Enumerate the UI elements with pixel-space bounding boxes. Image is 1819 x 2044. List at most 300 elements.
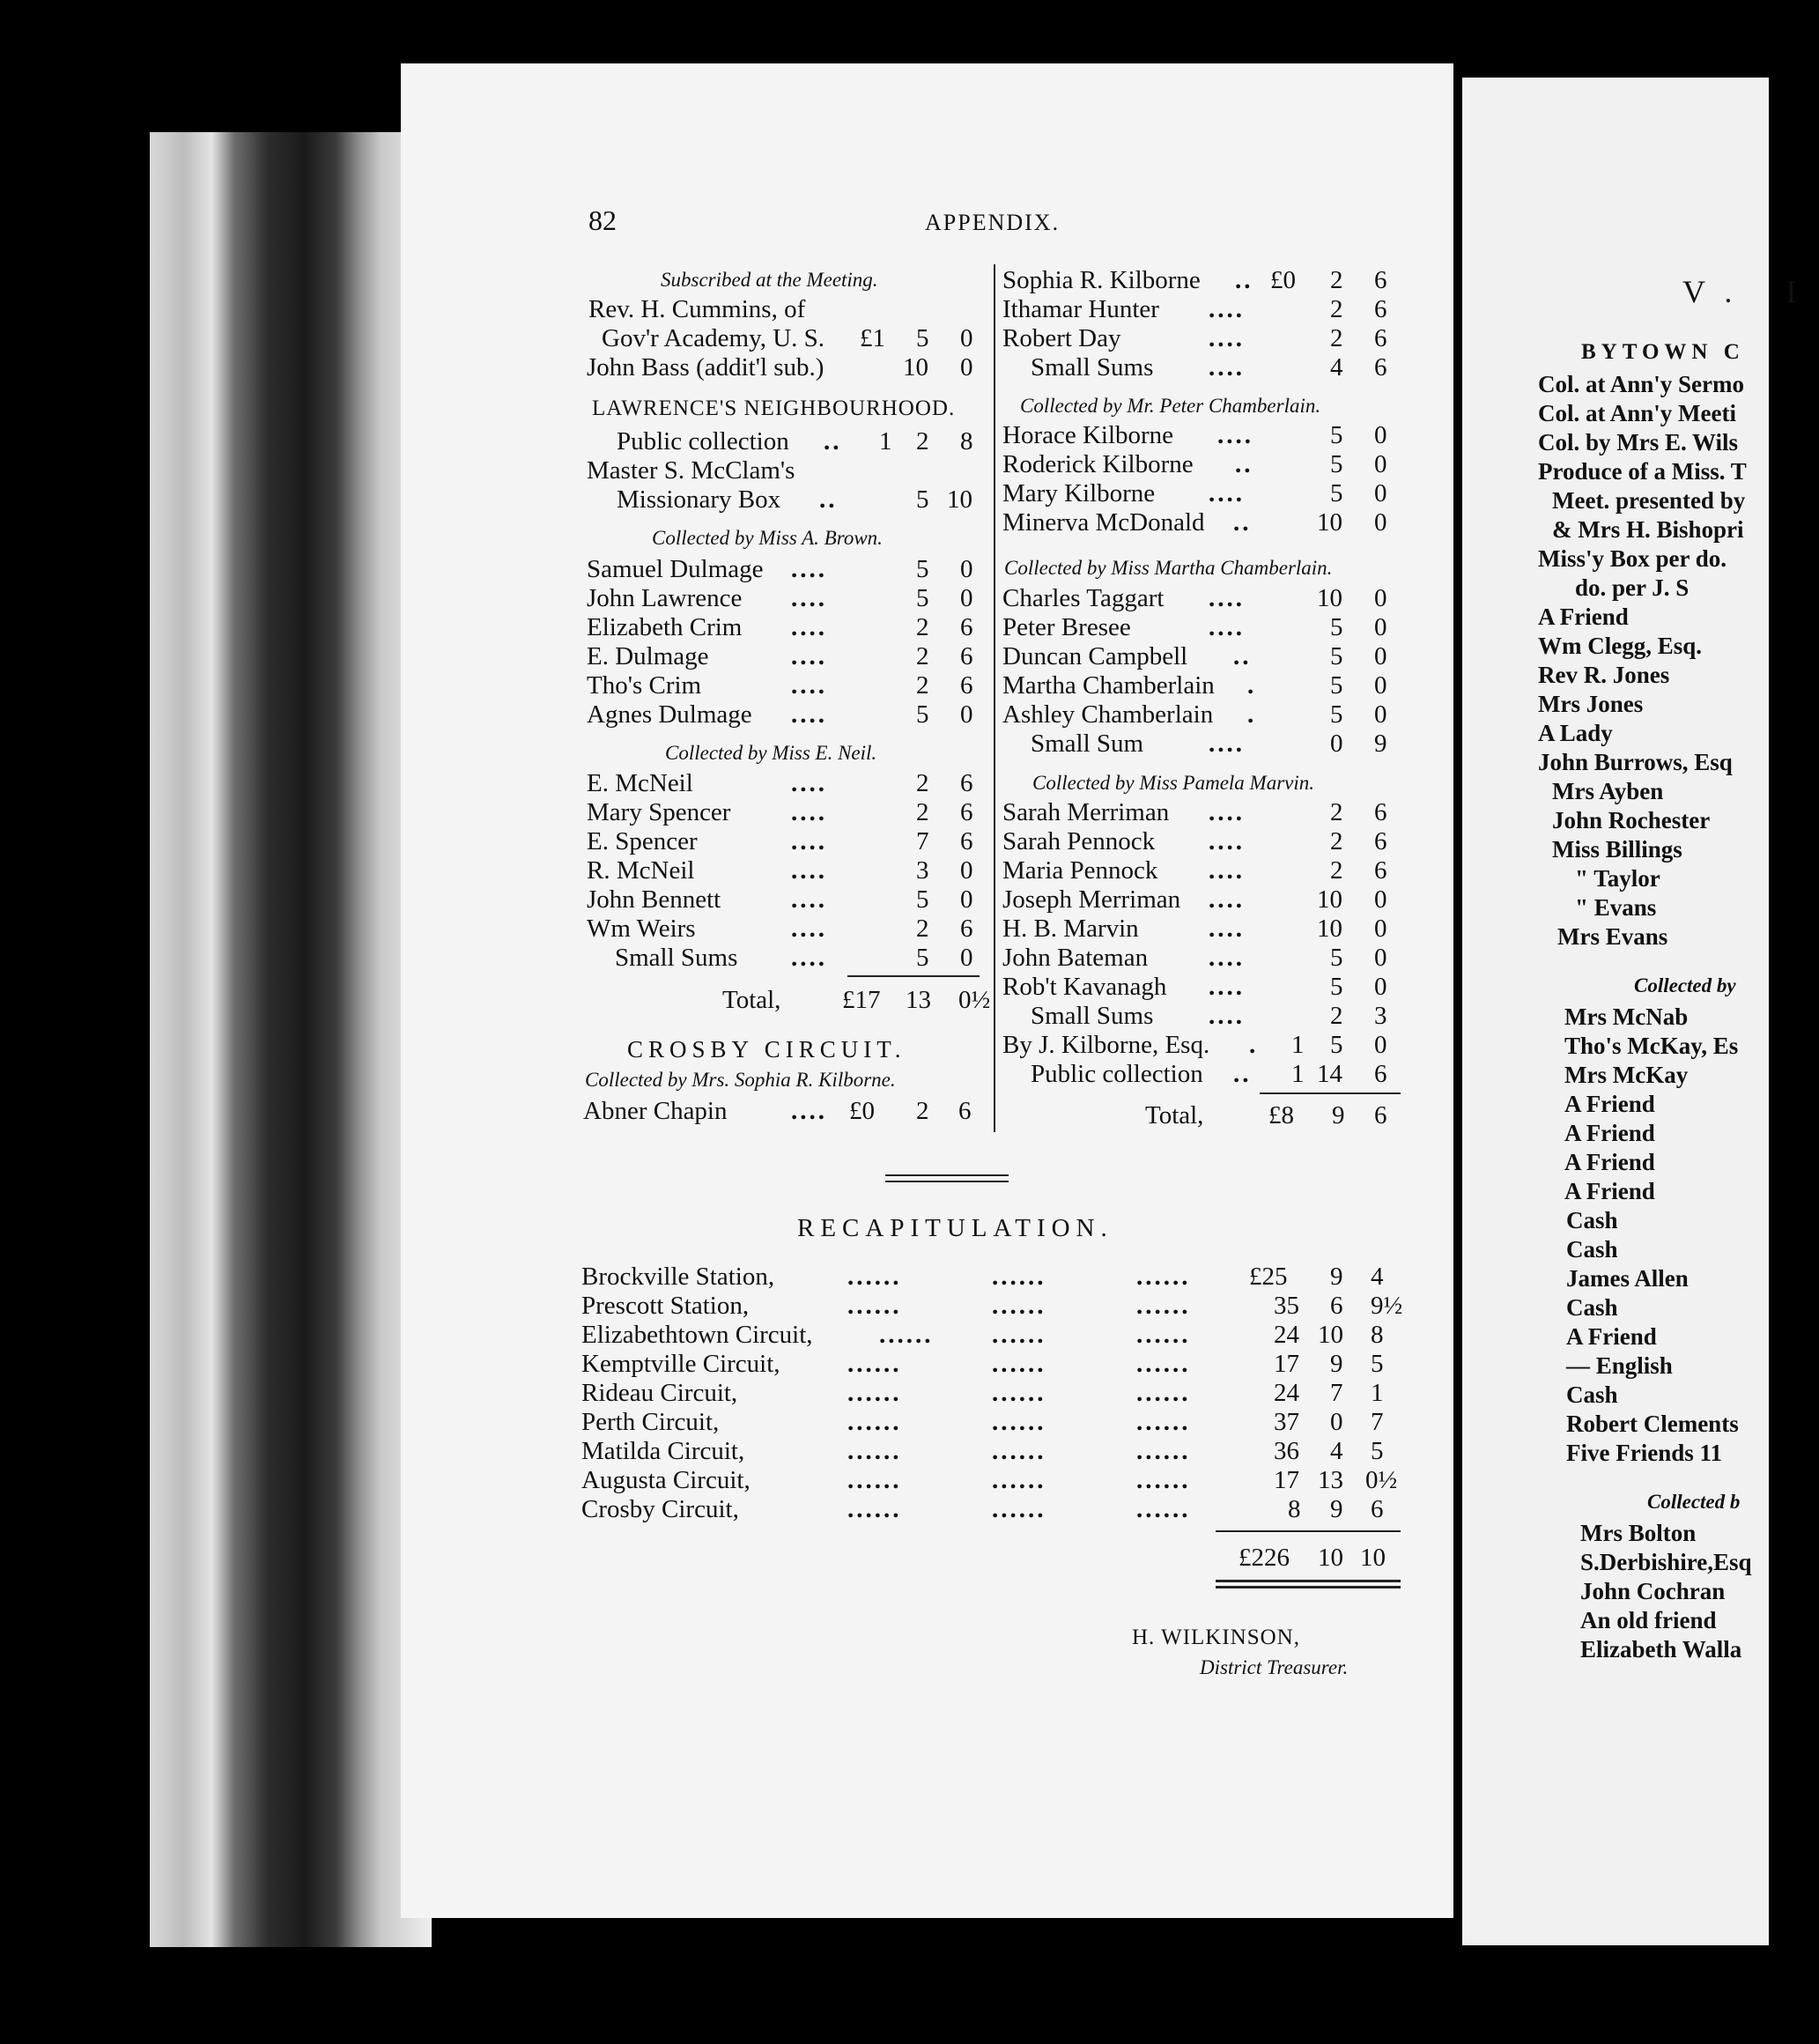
recap-pence: 9½ bbox=[1371, 1292, 1403, 1320]
right-page-section: BYTOWN C bbox=[1581, 340, 1745, 364]
recap-pence: 1 bbox=[1371, 1379, 1384, 1407]
total-rule bbox=[1260, 1092, 1401, 1094]
entry-name: Public collection bbox=[1031, 1060, 1203, 1088]
total-shillings: 9 bbox=[1332, 1101, 1345, 1129]
entry-name: Master S. McClam's bbox=[587, 456, 795, 485]
entry-name: E. McNeil bbox=[587, 769, 693, 797]
entry-name: John Bass (addit'l sub.) bbox=[587, 353, 824, 381]
amount-shillings: 2 bbox=[916, 798, 929, 826]
recap-pounds: 36 bbox=[1274, 1437, 1299, 1465]
recap-name: Perth Circuit, bbox=[581, 1408, 720, 1436]
right-page-content bbox=[1462, 78, 1819, 1945]
entry-name: Small Sum bbox=[1031, 729, 1144, 758]
entry-name: Martha Chamberlain bbox=[1002, 671, 1215, 700]
amount-pence: 0 bbox=[960, 700, 973, 729]
amount-shillings: 5 bbox=[1330, 421, 1343, 449]
leader-dots: .... bbox=[791, 555, 827, 583]
recap-pounds: 35 bbox=[1274, 1292, 1299, 1320]
right-entry: " Evans bbox=[1575, 894, 1657, 921]
recap-name: Rideau Circuit, bbox=[581, 1379, 738, 1407]
leader-dots: ...... bbox=[1136, 1263, 1191, 1291]
recap-name: Elizabethtown Circuit, bbox=[581, 1321, 813, 1349]
leader-dots: .... bbox=[791, 769, 827, 797]
amount-pence: 3 bbox=[1374, 1002, 1387, 1030]
right-entry: Robert Clements bbox=[1566, 1411, 1739, 1437]
right-entry: Mrs Evans bbox=[1557, 923, 1668, 950]
leader-dots: ...... bbox=[847, 1379, 902, 1407]
amount-pounds: £0 bbox=[849, 1097, 875, 1125]
recap-pounds: 8 bbox=[1288, 1495, 1301, 1523]
entry-name: Elizabeth Crim bbox=[587, 613, 743, 641]
leader-dots: .... bbox=[791, 671, 827, 700]
amount-shillings: 5 bbox=[1330, 671, 1343, 700]
entry-name: Peter Bresee bbox=[1002, 613, 1131, 641]
amount-pence: 0 bbox=[1374, 944, 1387, 972]
leader-dots: .. bbox=[1233, 642, 1252, 670]
leader-dots: . bbox=[1249, 1031, 1259, 1059]
right-entry: A Friend bbox=[1538, 604, 1629, 630]
right-entry: do. per J. S bbox=[1575, 574, 1690, 601]
entry-name: E. Spencer bbox=[587, 827, 698, 855]
entry-name: John Bennett bbox=[587, 885, 721, 914]
leader-dots: ...... bbox=[847, 1350, 902, 1378]
recap-shillings: 9 bbox=[1330, 1495, 1343, 1523]
amount-pence: 0 bbox=[1374, 642, 1387, 670]
leader-dots: ...... bbox=[1136, 1495, 1191, 1523]
right-entry: Tho's McKay, Es bbox=[1564, 1033, 1739, 1059]
amount-pence: 6 bbox=[1374, 324, 1387, 352]
amount-shillings: 5 bbox=[1330, 1031, 1343, 1059]
recap-pence: 5 bbox=[1371, 1350, 1384, 1378]
leader-dots: ...... bbox=[992, 1495, 1046, 1523]
leader-dots: .... bbox=[1209, 973, 1245, 1001]
entry-name: Sarah Pennock bbox=[1002, 827, 1156, 855]
recap-name: Matilda Circuit, bbox=[581, 1437, 745, 1465]
amount-pence: 6 bbox=[1374, 827, 1387, 855]
entry-name: Abner Chapin bbox=[583, 1097, 728, 1125]
leader-dots: .... bbox=[791, 798, 827, 826]
leader-dots: .... bbox=[1209, 295, 1245, 323]
right-entry: Cash bbox=[1566, 1294, 1618, 1321]
entry-name: Sarah Merriman bbox=[1002, 798, 1170, 826]
right-entry: S.Derbishire,Esq bbox=[1580, 1549, 1752, 1575]
right-entry: A Friend bbox=[1564, 1149, 1655, 1175]
leader-dots: ...... bbox=[847, 1495, 902, 1523]
right-entry: John Cochran bbox=[1580, 1578, 1726, 1604]
right-entry: Mrs Jones bbox=[1538, 691, 1644, 717]
right-entry: — English bbox=[1566, 1352, 1673, 1379]
right-section-heading: Collected b bbox=[1647, 1491, 1741, 1513]
leader-dots: .... bbox=[791, 827, 827, 855]
right-entry: Miss Billings bbox=[1552, 836, 1682, 863]
amount-shillings: 2 bbox=[916, 1097, 929, 1125]
amount-pence: 6 bbox=[1374, 295, 1387, 323]
section-heading: CROSBY CIRCUIT. bbox=[627, 1036, 906, 1063]
amount-shillings: 2 bbox=[1330, 798, 1343, 826]
entry-name: Small Sums bbox=[1031, 1002, 1154, 1030]
recap-pounds: 24 bbox=[1274, 1379, 1299, 1407]
entry-name: Agnes Dulmage bbox=[587, 700, 752, 729]
entry-name: Robert Day bbox=[1002, 324, 1121, 352]
right-entry: Wm Clegg, Esq. bbox=[1538, 633, 1703, 659]
recap-name: Kemptville Circuit, bbox=[581, 1350, 780, 1378]
section-heading: Collected by Mrs. Sophia R. Kilborne. bbox=[585, 1069, 896, 1091]
entry-name: Mary Kilborne bbox=[1002, 479, 1156, 507]
leader-dots: ...... bbox=[1136, 1321, 1191, 1349]
leader-dots: .... bbox=[791, 584, 827, 612]
amount-shillings: 10 bbox=[1317, 584, 1342, 612]
right-entry: John Burrows, Esq bbox=[1538, 749, 1733, 775]
entry-name: John Bateman bbox=[1002, 944, 1149, 972]
amount-pence: 6 bbox=[1374, 798, 1387, 826]
page-number: 82 bbox=[588, 204, 617, 236]
leader-dots: ...... bbox=[992, 1263, 1046, 1291]
grand-total-shillings: 10 bbox=[1318, 1544, 1343, 1572]
amount-pence: 0 bbox=[1374, 508, 1387, 537]
right-entry: Meet. presented by bbox=[1552, 487, 1746, 514]
amount-pence: 0 bbox=[1374, 885, 1387, 914]
amount-shillings: 2 bbox=[916, 671, 929, 700]
recap-pounds: 17 bbox=[1274, 1350, 1299, 1378]
amount-shillings: 5 bbox=[916, 324, 929, 352]
leader-dots: .. bbox=[1233, 508, 1252, 537]
leader-dots: ...... bbox=[847, 1263, 902, 1291]
right-entry: A Friend bbox=[1564, 1091, 1655, 1117]
leader-dots: .... bbox=[1209, 798, 1245, 826]
column-divider bbox=[994, 264, 995, 1132]
section-heading: Collected by Miss Martha Chamberlain. bbox=[1004, 557, 1333, 579]
leader-dots: .... bbox=[1209, 944, 1245, 972]
amount-pence: 6 bbox=[958, 1097, 972, 1125]
grand-total-rule bbox=[1216, 1530, 1401, 1532]
entry-name: Horace Kilborne bbox=[1002, 421, 1174, 449]
recap-shillings: 10 bbox=[1318, 1321, 1343, 1349]
amount-pence: 6 bbox=[960, 915, 973, 943]
total-rule bbox=[847, 975, 980, 977]
entry-name: Gov'r Academy, U. S. bbox=[602, 324, 825, 352]
grand-total-rule bbox=[1216, 1580, 1401, 1582]
right-entry: Cash bbox=[1566, 1236, 1618, 1263]
amount-shillings: 2 bbox=[1330, 856, 1343, 885]
leader-dots: .... bbox=[791, 700, 827, 729]
leader-dots: ...... bbox=[1136, 1408, 1191, 1436]
amount-pence: 0 bbox=[960, 353, 973, 381]
section-rule bbox=[885, 1174, 1009, 1176]
amount-shillings: 5 bbox=[916, 485, 929, 514]
leader-dots: .... bbox=[1209, 856, 1245, 885]
right-entry: Cash bbox=[1566, 1381, 1618, 1408]
right-entry: Elizabeth Walla bbox=[1580, 1636, 1742, 1663]
running-head: APPENDIX. bbox=[925, 210, 1061, 235]
entry-name: Ithamar Hunter bbox=[1002, 295, 1159, 323]
amount-pence: 6 bbox=[960, 642, 973, 670]
signer-title: District Treasurer. bbox=[1200, 1656, 1349, 1678]
entry-name: E. Dulmage bbox=[587, 642, 709, 670]
leader-dots: .. bbox=[1235, 450, 1253, 478]
total-pence: 6 bbox=[1374, 1101, 1387, 1129]
amount-shillings: 5 bbox=[1330, 450, 1343, 478]
leader-dots: ...... bbox=[1136, 1437, 1191, 1465]
right-entry: Col. by Mrs E. Wils bbox=[1538, 429, 1739, 455]
grand-total-pence: 10 bbox=[1360, 1544, 1386, 1572]
amount-shillings: 5 bbox=[916, 944, 929, 972]
amount-pence: 6 bbox=[1374, 266, 1387, 294]
grand-total-rule bbox=[1216, 1586, 1401, 1589]
amount-shillings: 5 bbox=[1330, 944, 1343, 972]
right-section-heading: Collected by bbox=[1634, 974, 1736, 996]
entry-name: Roderick Kilborne bbox=[1002, 450, 1194, 478]
amount-pence: 0 bbox=[1374, 1031, 1387, 1059]
leader-dots: . bbox=[1247, 700, 1257, 729]
right-entry: Mrs McKay bbox=[1564, 1062, 1689, 1088]
recap-shillings: 9 bbox=[1330, 1350, 1343, 1378]
amount-pence: 6 bbox=[1374, 856, 1387, 885]
entry-name: Sophia R. Kilborne bbox=[1002, 266, 1201, 294]
leader-dots: ...... bbox=[1136, 1466, 1191, 1494]
leader-dots: ...... bbox=[992, 1321, 1046, 1349]
amount-shillings: 14 bbox=[1317, 1060, 1342, 1088]
leader-dots: ...... bbox=[847, 1292, 902, 1320]
amount-pence: 6 bbox=[960, 671, 973, 700]
amount-shillings: 2 bbox=[1330, 1002, 1343, 1030]
entry-name: Mary Spencer bbox=[587, 798, 731, 826]
leader-dots: ...... bbox=[1136, 1379, 1191, 1407]
recap-pence: 6 bbox=[1371, 1495, 1384, 1523]
leader-dots: ...... bbox=[992, 1292, 1046, 1320]
amount-pence: 0 bbox=[1374, 613, 1387, 641]
entry-name: H. B. Marvin bbox=[1002, 915, 1139, 943]
leader-dots: .. bbox=[819, 485, 838, 514]
total-shillings: 13 bbox=[906, 986, 931, 1014]
recap-pounds: 17 bbox=[1274, 1466, 1299, 1494]
section-heading: Collected by Mr. Peter Chamberlain. bbox=[1020, 395, 1321, 417]
total-pence: 0½ bbox=[958, 986, 991, 1014]
section-heading: Collected by Miss Pamela Marvin. bbox=[1032, 772, 1315, 794]
amount-pounds: 1 bbox=[879, 427, 892, 455]
total-label: Total, bbox=[1145, 1101, 1204, 1129]
entry-name: Duncan Campbell bbox=[1002, 642, 1188, 670]
leader-dots: ...... bbox=[847, 1408, 902, 1436]
leader-dots: .... bbox=[791, 915, 827, 943]
leader-dots: .... bbox=[1209, 1002, 1245, 1030]
amount-pence: 6 bbox=[1374, 353, 1387, 381]
entry-name: Maria Pennock bbox=[1002, 856, 1158, 885]
entry-name: Ashley Chamberlain bbox=[1002, 700, 1214, 729]
amount-pence: 0 bbox=[1374, 479, 1387, 507]
leader-dots: .... bbox=[1209, 324, 1245, 352]
amount-shillings: 5 bbox=[916, 555, 929, 583]
leader-dots: ...... bbox=[847, 1437, 902, 1465]
amount-pence: 6 bbox=[960, 827, 973, 855]
recap-pounds: 24 bbox=[1274, 1321, 1299, 1349]
total-label: Total, bbox=[722, 986, 781, 1014]
right-entry: Produce of a Miss. T bbox=[1538, 458, 1747, 485]
amount-pence: 8 bbox=[960, 427, 973, 455]
entry-name: Small Sums bbox=[615, 944, 738, 972]
section-rule bbox=[885, 1181, 1009, 1182]
leader-dots: ...... bbox=[1136, 1292, 1191, 1320]
right-entry: " Taylor bbox=[1575, 865, 1660, 892]
grand-total-pounds: £226 bbox=[1239, 1544, 1290, 1572]
recap-pence: 0½ bbox=[1365, 1466, 1398, 1494]
amount-shillings: 2 bbox=[916, 427, 929, 455]
amount-pence: 0 bbox=[1374, 584, 1387, 612]
total-pounds: £8 bbox=[1268, 1101, 1294, 1129]
recap-title: RECAPITULATION. bbox=[797, 1214, 1113, 1242]
amount-shillings: 2 bbox=[1330, 324, 1343, 352]
signer-name: H. WILKINSON, bbox=[1132, 1626, 1300, 1649]
amount-shillings: 2 bbox=[916, 769, 929, 797]
amount-shillings: 10 bbox=[903, 353, 928, 381]
right-entry: An old friend bbox=[1580, 1607, 1717, 1633]
leader-dots: .... bbox=[1209, 827, 1245, 855]
entry-name: Minerva McDonald bbox=[1002, 508, 1205, 537]
leader-dots: .... bbox=[1209, 353, 1245, 381]
leader-dots: ...... bbox=[992, 1466, 1046, 1494]
recap-pounds: 37 bbox=[1274, 1408, 1299, 1436]
book-page-edges bbox=[150, 132, 432, 1947]
section-heading: Collected by Miss A. Brown. bbox=[652, 527, 883, 549]
recap-pence: 8 bbox=[1371, 1321, 1384, 1349]
leader-dots: .. bbox=[824, 427, 842, 455]
leader-dots: .... bbox=[1209, 915, 1245, 943]
amount-shillings: 2 bbox=[916, 642, 929, 670]
amount-shillings: 4 bbox=[1330, 353, 1343, 381]
recap-shillings: 9 bbox=[1330, 1263, 1343, 1291]
right-entry: & Mrs H. Bishopri bbox=[1552, 516, 1744, 543]
leader-dots: .... bbox=[791, 613, 827, 641]
leader-dots: .. bbox=[1233, 1060, 1252, 1088]
amount-pence: 0 bbox=[1374, 450, 1387, 478]
amount-pence: 6 bbox=[960, 769, 973, 797]
amount-shillings: 10 bbox=[1317, 885, 1342, 914]
amount-shillings: 2 bbox=[1330, 266, 1343, 294]
amount-shillings: 2 bbox=[1330, 295, 1343, 323]
amount-pence: 0 bbox=[960, 856, 973, 885]
amount-shillings: 2 bbox=[1330, 827, 1343, 855]
leader-dots: ...... bbox=[879, 1321, 934, 1349]
amount-shillings: 5 bbox=[1330, 973, 1343, 1001]
recap-name: Augusta Circuit, bbox=[581, 1466, 751, 1494]
right-entry: A Lady bbox=[1538, 720, 1613, 746]
leader-dots: ...... bbox=[992, 1437, 1046, 1465]
amount-shillings: 2 bbox=[916, 915, 929, 943]
amount-shillings: 0 bbox=[1330, 729, 1343, 758]
right-entry: James Allen bbox=[1566, 1265, 1689, 1292]
amount-pence: 6 bbox=[1374, 1060, 1387, 1088]
amount-pence: 0 bbox=[1374, 671, 1387, 700]
amount-shillings: 5 bbox=[1330, 642, 1343, 670]
entry-name: Tho's Crim bbox=[587, 671, 702, 700]
amount-pence: 6 bbox=[960, 798, 973, 826]
right-entry: Cash bbox=[1566, 1207, 1618, 1233]
section-heading: LAWRENCE'S NEIGHBOURHOOD. bbox=[592, 396, 956, 420]
amount-shillings: 10 bbox=[1317, 915, 1342, 943]
right-entry: Mrs Ayben bbox=[1552, 778, 1664, 804]
leader-dots: . bbox=[1247, 671, 1257, 700]
amount-pence: 9 bbox=[1374, 729, 1387, 758]
amount-pence: 0 bbox=[1374, 700, 1387, 729]
amount-pence: 0 bbox=[960, 944, 973, 972]
recap-pence: 4 bbox=[1371, 1263, 1384, 1291]
right-entry: A Friend bbox=[1566, 1323, 1657, 1350]
leader-dots: ...... bbox=[992, 1379, 1046, 1407]
leader-dots: ...... bbox=[992, 1408, 1046, 1436]
right-entry: Mrs McNab bbox=[1564, 1003, 1689, 1030]
leader-dots: ...... bbox=[992, 1350, 1046, 1378]
leader-dots: .... bbox=[1209, 613, 1245, 641]
right-entry: Col. at Ann'y Sermo bbox=[1538, 371, 1745, 397]
entry-name: Missionary Box bbox=[617, 485, 781, 514]
amount-pounds: 1 bbox=[1291, 1060, 1305, 1088]
leader-dots: ...... bbox=[1136, 1350, 1191, 1378]
amount-shillings: 7 bbox=[916, 827, 929, 855]
entry-name: Public collection bbox=[617, 427, 789, 455]
recap-shillings: 4 bbox=[1330, 1437, 1343, 1465]
amount-pence: 6 bbox=[960, 613, 973, 641]
amount-shillings: 5 bbox=[1330, 700, 1343, 729]
entry-name: Samuel Dulmage bbox=[587, 555, 764, 583]
leader-dots: .... bbox=[1217, 421, 1253, 449]
entry-name: Wm Weirs bbox=[587, 915, 696, 943]
amount-shillings: 5 bbox=[916, 584, 929, 612]
leader-dots: ...... bbox=[847, 1466, 902, 1494]
amount-pounds: £0 bbox=[1270, 266, 1296, 294]
amount-pence: 0 bbox=[1374, 421, 1387, 449]
amount-pounds: 1 bbox=[1291, 1031, 1305, 1059]
leader-dots: .. bbox=[1235, 266, 1253, 294]
entry-name: R. McNeil bbox=[587, 856, 695, 885]
right-entry: Five Friends 11 bbox=[1566, 1440, 1722, 1466]
entry-name: Joseph Merriman bbox=[1002, 885, 1181, 914]
recap-pounds: £25 bbox=[1249, 1263, 1288, 1291]
recap-pence: 7 bbox=[1371, 1408, 1384, 1436]
amount-shillings: 5 bbox=[916, 700, 929, 729]
entry-name: Charles Taggart bbox=[1002, 584, 1165, 612]
right-entry: Col. at Ann'y Meeti bbox=[1538, 400, 1736, 426]
right-entry: A Friend bbox=[1564, 1120, 1655, 1146]
amount-pence: 0 bbox=[960, 885, 973, 914]
entry-name: Small Sums bbox=[1031, 353, 1154, 381]
right-entry: Rev R. Jones bbox=[1538, 662, 1670, 688]
right-entry: Mrs Bolton bbox=[1580, 1520, 1697, 1546]
recap-name: Crosby Circuit, bbox=[581, 1495, 739, 1523]
amount-shillings: 10 bbox=[1317, 508, 1342, 537]
right-entry: John Rochester bbox=[1552, 807, 1711, 833]
amount-pence: 0 bbox=[960, 324, 973, 352]
amount-shillings: 2 bbox=[916, 613, 929, 641]
amount-shillings: 5 bbox=[1330, 479, 1343, 507]
entry-name: Rob't Kavanagh bbox=[1002, 973, 1167, 1001]
section-heading: Subscribed at the Meeting. bbox=[661, 269, 878, 291]
amount-pence: 0 bbox=[960, 584, 973, 612]
leader-dots: .... bbox=[791, 856, 827, 885]
amount-pounds: £1 bbox=[860, 324, 885, 352]
recap-name: Prescott Station, bbox=[581, 1292, 750, 1320]
amount-shillings: 5 bbox=[916, 885, 929, 914]
leader-dots: .... bbox=[791, 1097, 827, 1125]
total-pounds: £17 bbox=[842, 986, 881, 1014]
leader-dots: .... bbox=[791, 642, 827, 670]
amount-shillings: 3 bbox=[916, 856, 929, 885]
entry-name: Rev. H. Cummins, of bbox=[588, 295, 806, 323]
entry-name: John Lawrence bbox=[587, 584, 743, 612]
amount-pence: 10 bbox=[947, 485, 972, 514]
recap-shillings: 13 bbox=[1318, 1466, 1343, 1494]
leader-dots: .... bbox=[1209, 479, 1245, 507]
amount-pence: 0 bbox=[960, 555, 973, 583]
recap-name: Brockville Station, bbox=[581, 1263, 775, 1291]
